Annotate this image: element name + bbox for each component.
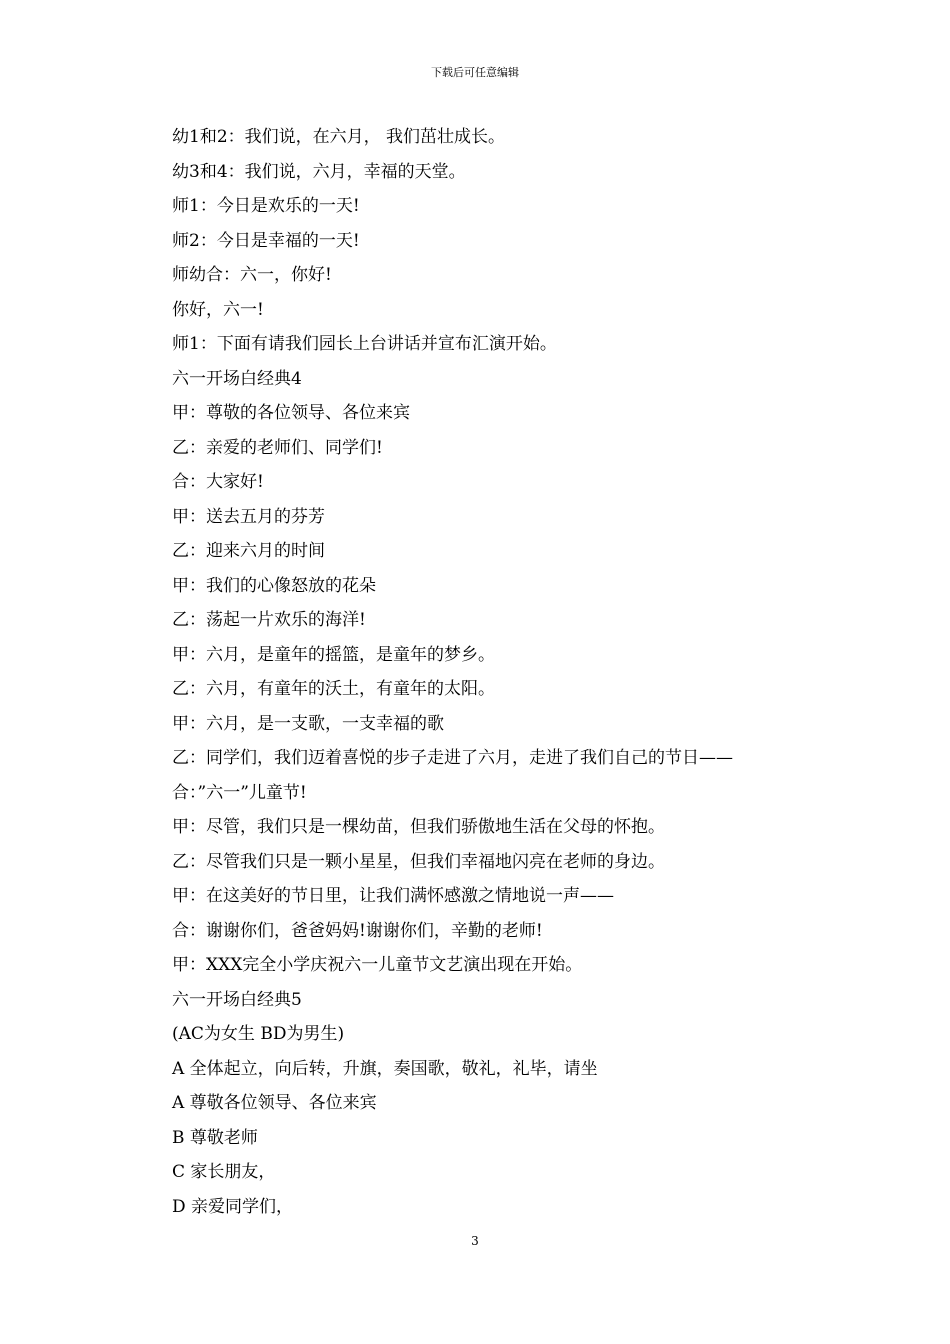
text-line: 甲：尽管，我们只是一棵幼苗，但我们骄傲地生活在父母的怀抱。 (172, 817, 665, 837)
text-line: 甲：六月，是童年的摇篮，是童年的梦乡。 (172, 644, 495, 665)
text-line: 合：谢谢你们，爸爸妈妈!谢谢你们，辛勤的老师! (172, 920, 543, 941)
text-line: 乙：亲爱的老师们、同学们! (172, 437, 383, 458)
text-line: 幼1和2：我们说，在六月， 我们茁壮成长。 (172, 127, 506, 147)
text-line: A 尊敬各位领导、各位来宾 (172, 1093, 377, 1113)
text-line: 甲：在这美好的节日里，让我们满怀感激之情地说一声—— (172, 886, 614, 906)
text-line: 师幼合：六一，你好! (172, 265, 332, 285)
section-heading: 六一开场白经典5 (172, 989, 302, 1010)
text-line: 师2：今日是幸福的一天! (172, 230, 360, 251)
text-line: 乙：迎来六月的时间 (172, 541, 325, 561)
document-body (172, 120, 872, 1224)
text-line: C 家长朋友， (172, 1162, 276, 1182)
page-number: 3 (471, 1234, 479, 1248)
text-line: 你好，六一! (172, 299, 264, 320)
text-line: 乙：尽管我们只是一颗小星星，但我们幸福地闪亮在老师的身边。 (172, 851, 665, 872)
text-line: 乙：六月，有童年的沃土，有童年的太阳。 (172, 679, 495, 699)
text-line: 师1：今日是欢乐的一天! (172, 196, 360, 216)
text-line: 合：”六一”儿童节! (172, 782, 307, 803)
text-line: 幼3和4：我们说，六月，幸福的天堂。 (172, 161, 466, 182)
text-line: (AC为女生 BD为男生) (172, 1024, 345, 1044)
text-line: 甲：尊敬的各位领导、各位来宾 (172, 403, 410, 423)
text-line: 甲：六月，是一支歌，一支幸福的歌 (172, 713, 444, 734)
text-line: B 尊敬老师 (172, 1127, 258, 1148)
section-heading: 六一开场白经典4 (172, 368, 302, 389)
text-line: 甲：送去五月的芬芳 (172, 506, 325, 527)
text-line: 乙：同学们，我们迈着喜悦的步子走进了六月，走进了我们自己的节日—— (172, 748, 733, 768)
text-line: A 全体起立，向后转，升旗，奏国歌，敬礼，礼毕，请坐 (172, 1058, 598, 1079)
text-line: 合：大家好! (172, 472, 264, 492)
text-line: 甲：XXX完全小学庆祝六一儿童节文艺演出现在开始。 (172, 955, 583, 975)
text-line: D 亲爱同学们， (172, 1196, 294, 1217)
text-line: 师1：下面有请我们园长上台讲话并宣布汇演开始。 (172, 334, 557, 354)
text-line: 乙：荡起一片欢乐的海洋! (172, 610, 366, 630)
page-header: 下载后可任意编辑 (431, 66, 519, 79)
text-line: 甲：我们的心像怒放的花朵 (172, 575, 376, 596)
